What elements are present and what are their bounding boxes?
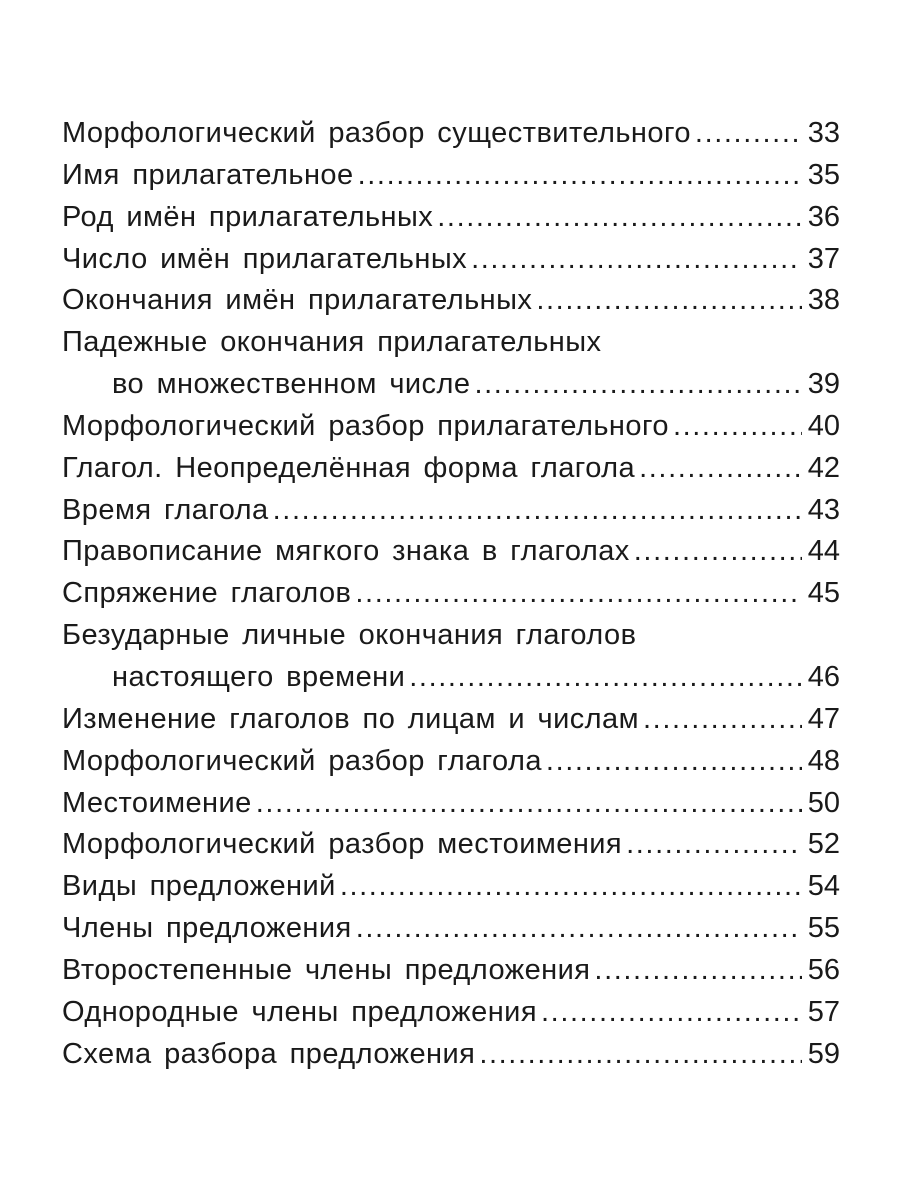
dot-leader xyxy=(643,703,802,736)
toc-entry-title: Род имён прилагательных xyxy=(62,200,434,233)
dot-leader xyxy=(546,745,802,778)
toc-entry-page: 43 xyxy=(807,493,840,526)
dot-leader xyxy=(673,410,802,443)
toc-entry[interactable] xyxy=(62,577,840,619)
toc-entry-page: 36 xyxy=(807,200,840,233)
toc-entry-page: 56 xyxy=(807,953,840,986)
toc-entry-title: Время глагола xyxy=(62,493,269,526)
toc-entry[interactable] xyxy=(62,159,840,201)
dot-leader xyxy=(594,954,801,987)
toc-entry-page: 42 xyxy=(807,451,840,484)
toc-entry[interactable] xyxy=(62,912,840,954)
toc-entry[interactable] xyxy=(62,117,840,159)
toc-entry[interactable] xyxy=(62,452,840,494)
dot-leader xyxy=(479,1038,801,1071)
toc-entry[interactable] xyxy=(62,1038,840,1080)
dot-leader xyxy=(634,535,802,568)
toc-entry[interactable] xyxy=(62,996,840,1038)
toc-entry[interactable] xyxy=(62,745,840,787)
toc-entry-title: Схема разбора предложения xyxy=(62,1037,476,1070)
toc-entry[interactable] xyxy=(62,954,840,996)
toc-entry-page: 47 xyxy=(807,702,840,735)
toc-entry[interactable] xyxy=(62,243,840,285)
dot-leader xyxy=(273,494,802,527)
toc-entry-page: 50 xyxy=(807,786,840,819)
table-of-contents xyxy=(62,117,840,1079)
toc-entry-title: Изменение глаголов по лицам и числам xyxy=(62,702,640,735)
dot-leader xyxy=(356,912,802,945)
toc-entry-page: 52 xyxy=(807,828,840,861)
toc-entry-title: Морфологический разбор глагола xyxy=(62,744,542,777)
dot-leader xyxy=(340,870,802,903)
toc-entry-title: Число имён прилагательных xyxy=(62,242,468,275)
toc-entry-title: Падежные окончания прилагательных xyxy=(62,326,602,359)
toc-entry-page: 54 xyxy=(807,870,840,903)
toc-entry-page: 46 xyxy=(807,660,840,693)
toc-entry-page: 39 xyxy=(807,368,840,401)
toc-entry[interactable] xyxy=(62,410,840,452)
toc-entry-page: 48 xyxy=(807,744,840,777)
toc-entry-title: Члены предложения xyxy=(62,912,352,945)
toc-entry-page: 38 xyxy=(807,284,840,317)
toc-entry-title: Морфологический разбор существительного xyxy=(62,117,691,149)
toc-entry-title: Имя прилагательное xyxy=(62,158,354,191)
toc-entry[interactable] xyxy=(62,703,840,745)
toc-entry-title: Безударные личные окончания глаголов xyxy=(62,619,637,652)
dot-leader xyxy=(695,117,802,150)
toc-entry-page: 44 xyxy=(807,535,840,568)
toc-entry[interactable] xyxy=(62,201,840,243)
toc-entry-title: Глагол. Неопределённая форма глагола xyxy=(62,451,636,484)
toc-entry[interactable] xyxy=(62,870,840,912)
dot-leader xyxy=(626,828,802,861)
toc-entry-continuation[interactable] xyxy=(62,368,840,410)
toc-entry-title: Окончания имён прилагательных xyxy=(62,284,533,317)
dot-leader xyxy=(256,787,802,820)
toc-entry-title: Морфологический разбор местоимения xyxy=(62,828,623,861)
toc-entry-title: Правописание мягкого знака в глаголах xyxy=(62,535,630,568)
toc-entry-title: Спряжение глаголов xyxy=(62,577,352,610)
toc-entry-title: Виды предложений xyxy=(62,870,336,903)
toc-entry-title-continuation: во множественном числе xyxy=(112,368,471,401)
toc-entry-page: 40 xyxy=(807,409,840,442)
dot-leader xyxy=(536,284,801,317)
dot-leader xyxy=(358,159,802,192)
toc-entry[interactable] xyxy=(62,828,840,870)
dot-leader xyxy=(437,201,801,234)
toc-entry[interactable] xyxy=(62,535,840,577)
toc-entry-page: 45 xyxy=(807,577,840,610)
dot-leader xyxy=(639,452,802,485)
dot-leader xyxy=(355,577,801,610)
toc-entry-page: 57 xyxy=(807,995,840,1028)
dot-leader xyxy=(409,661,801,694)
toc-entry-title: Однородные члены предложения xyxy=(62,995,537,1028)
toc-entry-page: 33 xyxy=(807,117,840,149)
toc-entry[interactable] xyxy=(62,284,840,326)
dot-leader xyxy=(474,368,801,401)
toc-entry[interactable] xyxy=(62,619,840,661)
toc-entry[interactable] xyxy=(62,787,840,829)
dot-leader xyxy=(471,243,802,276)
toc-entry-title: Второстепенные члены предложения xyxy=(62,953,591,986)
toc-entry-page: 59 xyxy=(807,1037,840,1070)
dot-leader xyxy=(541,996,802,1029)
toc-entry-title-continuation: настоящего времени xyxy=(112,660,406,693)
toc-entry-continuation[interactable] xyxy=(62,661,840,703)
toc-entry-title: Местоимение xyxy=(62,786,252,819)
toc-entry-title: Морфологический разбор прилагательного xyxy=(62,409,669,442)
toc-entry[interactable] xyxy=(62,326,840,368)
toc-entry-page: 55 xyxy=(807,912,840,945)
toc-entry[interactable] xyxy=(62,494,840,536)
toc-entry-page: 37 xyxy=(807,242,840,275)
toc-entry-page: 35 xyxy=(807,158,840,191)
